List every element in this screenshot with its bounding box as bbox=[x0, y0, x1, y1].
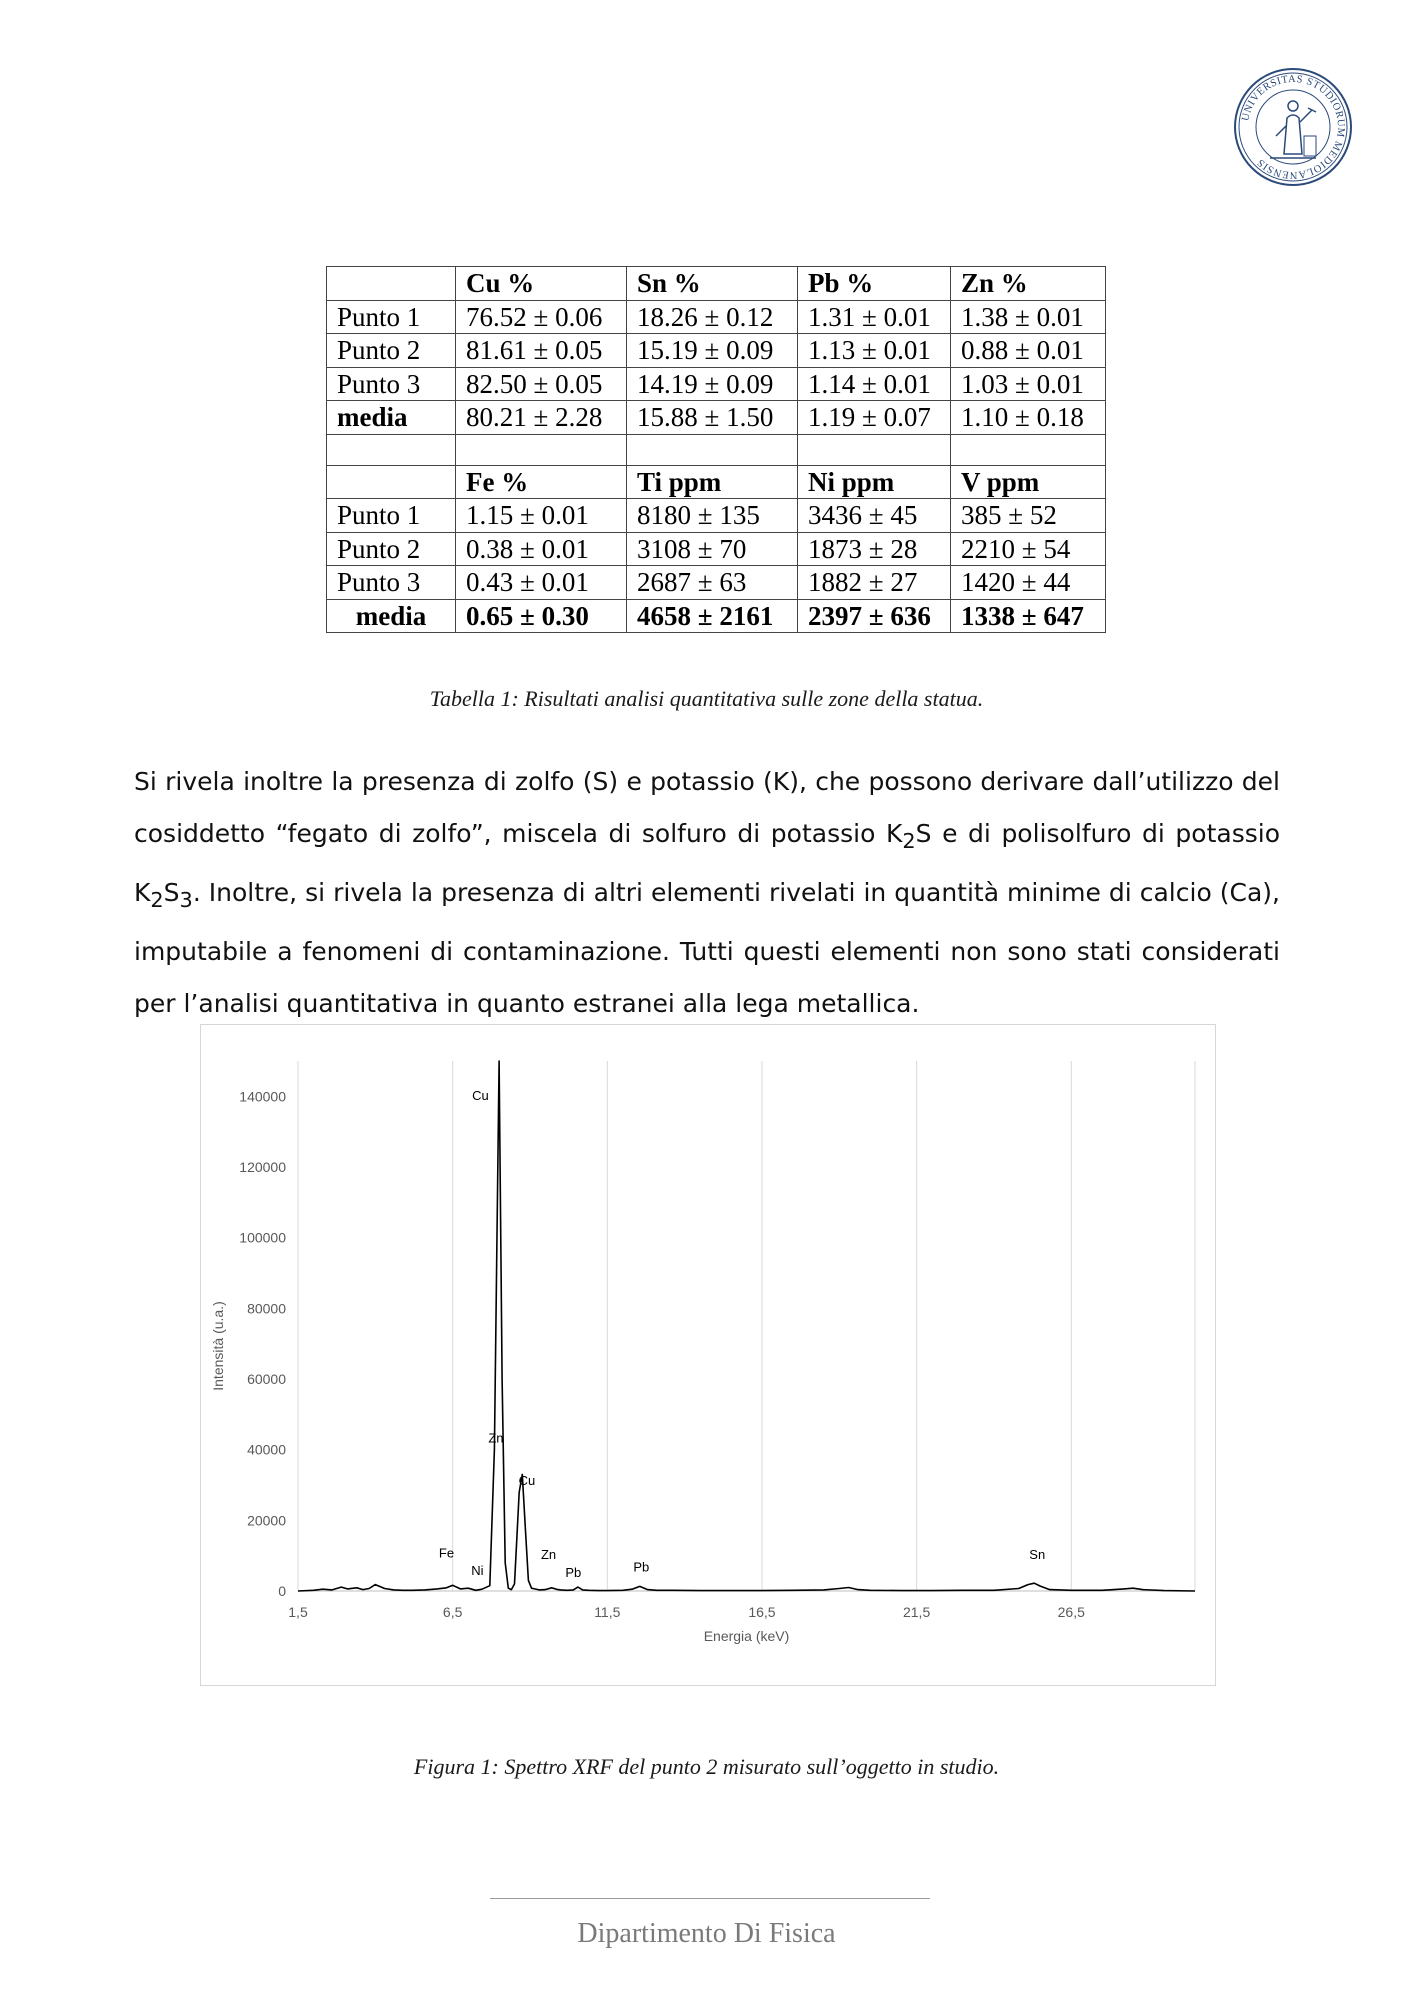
table-cell: 0.38 ± 0.01 bbox=[456, 532, 627, 566]
table-cell: 0.43 ± 0.01 bbox=[456, 566, 627, 600]
results-table bbox=[326, 266, 1106, 633]
university-seal-logo bbox=[1232, 66, 1354, 188]
subscript: 2 bbox=[902, 829, 916, 853]
table-cell: 15.88 ± 1.50 bbox=[627, 401, 798, 435]
table-cell: 385 ± 52 bbox=[951, 499, 1106, 533]
table-cell: 8180 ± 135 bbox=[627, 499, 798, 533]
table-cell bbox=[798, 434, 951, 465]
table-cell: Punto 3 bbox=[327, 566, 456, 600]
table-header-cell: Fe % bbox=[456, 465, 627, 499]
x-tick-label: 11,5 bbox=[594, 1604, 621, 1620]
table-header-cell bbox=[327, 465, 456, 499]
paragraph-text: S bbox=[163, 878, 180, 907]
table-cell: 1.10 ± 0.18 bbox=[951, 401, 1106, 435]
y-tick-label: 140000 bbox=[239, 1088, 286, 1105]
table-cell: 1.15 ± 0.01 bbox=[456, 499, 627, 533]
y-tick-label: 100000 bbox=[239, 1229, 286, 1246]
table-row bbox=[327, 532, 1106, 566]
peak-label: Zn bbox=[540, 1547, 557, 1563]
y-tick-label: 20000 bbox=[247, 1512, 286, 1529]
table-header-cell: V ppm bbox=[951, 465, 1106, 499]
table-cell: 3108 ± 70 bbox=[627, 532, 798, 566]
table-row bbox=[327, 300, 1106, 334]
table-cell: 80.21 ± 2.28 bbox=[456, 401, 627, 435]
table-cell: 2397 ± 636 bbox=[798, 599, 951, 633]
table-row bbox=[327, 566, 1106, 600]
table-header-cell: Pb % bbox=[798, 267, 951, 301]
table-cell: 1873 ± 28 bbox=[798, 532, 951, 566]
table-cell: media bbox=[327, 401, 456, 435]
footer-department: Dipartimento Di Fisica bbox=[577, 1918, 836, 1949]
table-cell: 15.19 ± 0.09 bbox=[627, 334, 798, 368]
y-tick-label: 120000 bbox=[239, 1159, 286, 1175]
table-header-cell: Zn % bbox=[951, 267, 1106, 301]
y-tick-label: 40000 bbox=[247, 1441, 286, 1458]
peak-label: Pb bbox=[565, 1564, 582, 1580]
table-cell bbox=[627, 434, 798, 465]
table-cell: 81.61 ± 0.05 bbox=[456, 334, 627, 368]
table-cell bbox=[456, 434, 627, 465]
table-cell: 2687 ± 63 bbox=[627, 566, 798, 600]
table-cell: 1.31 ± 0.01 bbox=[798, 300, 951, 334]
table-cell: 1.38 ± 0.01 bbox=[951, 300, 1106, 334]
table-cell: Punto 1 bbox=[327, 300, 456, 334]
peak-label: Cu bbox=[518, 1473, 536, 1488]
table-cell: 1338 ± 647 bbox=[951, 599, 1106, 633]
y-tick-label: 80000 bbox=[247, 1300, 286, 1317]
table-row bbox=[327, 367, 1106, 401]
x-tick-label: 16,5 bbox=[748, 1604, 776, 1620]
chart-svg bbox=[201, 1025, 1215, 1685]
table-cell: Punto 1 bbox=[327, 499, 456, 533]
paragraph-text: S e di polisolfuro di potassio K bbox=[134, 819, 1280, 907]
paragraph-text: Si rivela inoltre la presenza di zolfo (S) e potassio (K), che possono derivare dall’utilizzo del cosiddetto “fegato di zolfo”, miscela di solfuro di potassio K bbox=[134, 767, 1280, 848]
table-cell bbox=[951, 434, 1106, 465]
table-cell bbox=[327, 434, 456, 465]
table-cell: 4658 ± 2161 bbox=[627, 599, 798, 633]
table-cell: 1882 ± 27 bbox=[798, 566, 951, 600]
table-cell: 1420 ± 44 bbox=[951, 566, 1106, 600]
table-cell: 76.52 ± 0.06 bbox=[456, 300, 627, 334]
body-paragraph bbox=[134, 756, 1280, 1030]
table-cell: 82.50 ± 0.05 bbox=[456, 367, 627, 401]
y-tick-label: 60000 bbox=[247, 1371, 286, 1387]
peak-label: Cu bbox=[472, 1087, 489, 1103]
table-header-cell bbox=[327, 267, 456, 301]
subscript: 3 bbox=[179, 888, 193, 912]
table-cell: media bbox=[327, 599, 456, 633]
subscript: 2 bbox=[150, 888, 164, 912]
table-cell: Punto 3 bbox=[327, 367, 456, 401]
table-header-cell: Cu % bbox=[456, 267, 627, 301]
footer-divider bbox=[490, 1898, 930, 1899]
table-header-row bbox=[327, 267, 1106, 301]
table-cell: 0.65 ± 0.30 bbox=[456, 599, 627, 633]
table-cell: 1.14 ± 0.01 bbox=[798, 367, 951, 401]
xrf-spectrum-chart bbox=[200, 1024, 1216, 1686]
peak-label: Pb bbox=[633, 1559, 650, 1575]
figure-caption: Figura 1: Spettro XRF del punto 2 misurato sull’oggetto in studio. bbox=[413, 1754, 1000, 1779]
x-tick-label: 1,5 bbox=[288, 1604, 308, 1620]
table-row bbox=[327, 499, 1106, 533]
table-cell: 14.19 ± 0.09 bbox=[627, 367, 798, 401]
table-header-cell: Ti ppm bbox=[627, 465, 798, 499]
table-cell: 0.88 ± 0.01 bbox=[951, 334, 1106, 368]
peak-label: Sn bbox=[1029, 1547, 1046, 1563]
y-tick-label: 0 bbox=[278, 1583, 286, 1599]
table-row-media bbox=[327, 401, 1106, 435]
table-cell: Punto 2 bbox=[327, 532, 456, 566]
x-tick-label: 6,5 bbox=[442, 1604, 463, 1620]
y-axis-title: Intensità (u.a.) bbox=[210, 1301, 226, 1391]
table-header-cell: Ni ppm bbox=[798, 465, 951, 499]
x-tick-label: 21,5 bbox=[902, 1604, 931, 1620]
table-row-media bbox=[327, 599, 1106, 633]
table-cell: Punto 2 bbox=[327, 334, 456, 368]
paragraph-text: . Inoltre, si rivela la presenza di altri elementi rivelati in quantità minime di calcio (Ca), imputabile a fenomeni di contaminazione. Tutti questi elementi non sono stati considerati per l’analisi quantitativa in quanto estranei alla lega metallica. bbox=[134, 878, 1280, 1018]
table-cell: 3436 ± 45 bbox=[798, 499, 951, 533]
table-cell: 18.26 ± 0.12 bbox=[627, 300, 798, 334]
table-cell: 1.13 ± 0.01 bbox=[798, 334, 951, 368]
x-axis-title: Energia (keV) bbox=[703, 1628, 790, 1644]
peak-label: Ni bbox=[471, 1563, 484, 1579]
table-header-cell: Sn % bbox=[627, 267, 798, 301]
table-cell: 2210 ± 54 bbox=[951, 532, 1106, 566]
peak-label: Zn bbox=[488, 1430, 504, 1446]
table-caption: Tabella 1: Risultati analisi quantitativa sulle zone della statua. bbox=[429, 686, 984, 711]
table-spacer-row bbox=[327, 434, 1106, 465]
table-row bbox=[327, 334, 1106, 368]
x-tick-label: 26,5 bbox=[1057, 1604, 1085, 1620]
svg-text:UNIVERSITAS STUDIORUM MEDIOLAN: UNIVERSITAS STUDIORUM MEDIOLANENSIS bbox=[1240, 73, 1347, 181]
table-cell: 1.03 ± 0.01 bbox=[951, 367, 1106, 401]
peak-label: Fe bbox=[438, 1545, 455, 1561]
spectrum-series-line bbox=[298, 1061, 1195, 1591]
table-cell: 1.19 ± 0.07 bbox=[798, 401, 951, 435]
table-header-row bbox=[327, 465, 1106, 499]
